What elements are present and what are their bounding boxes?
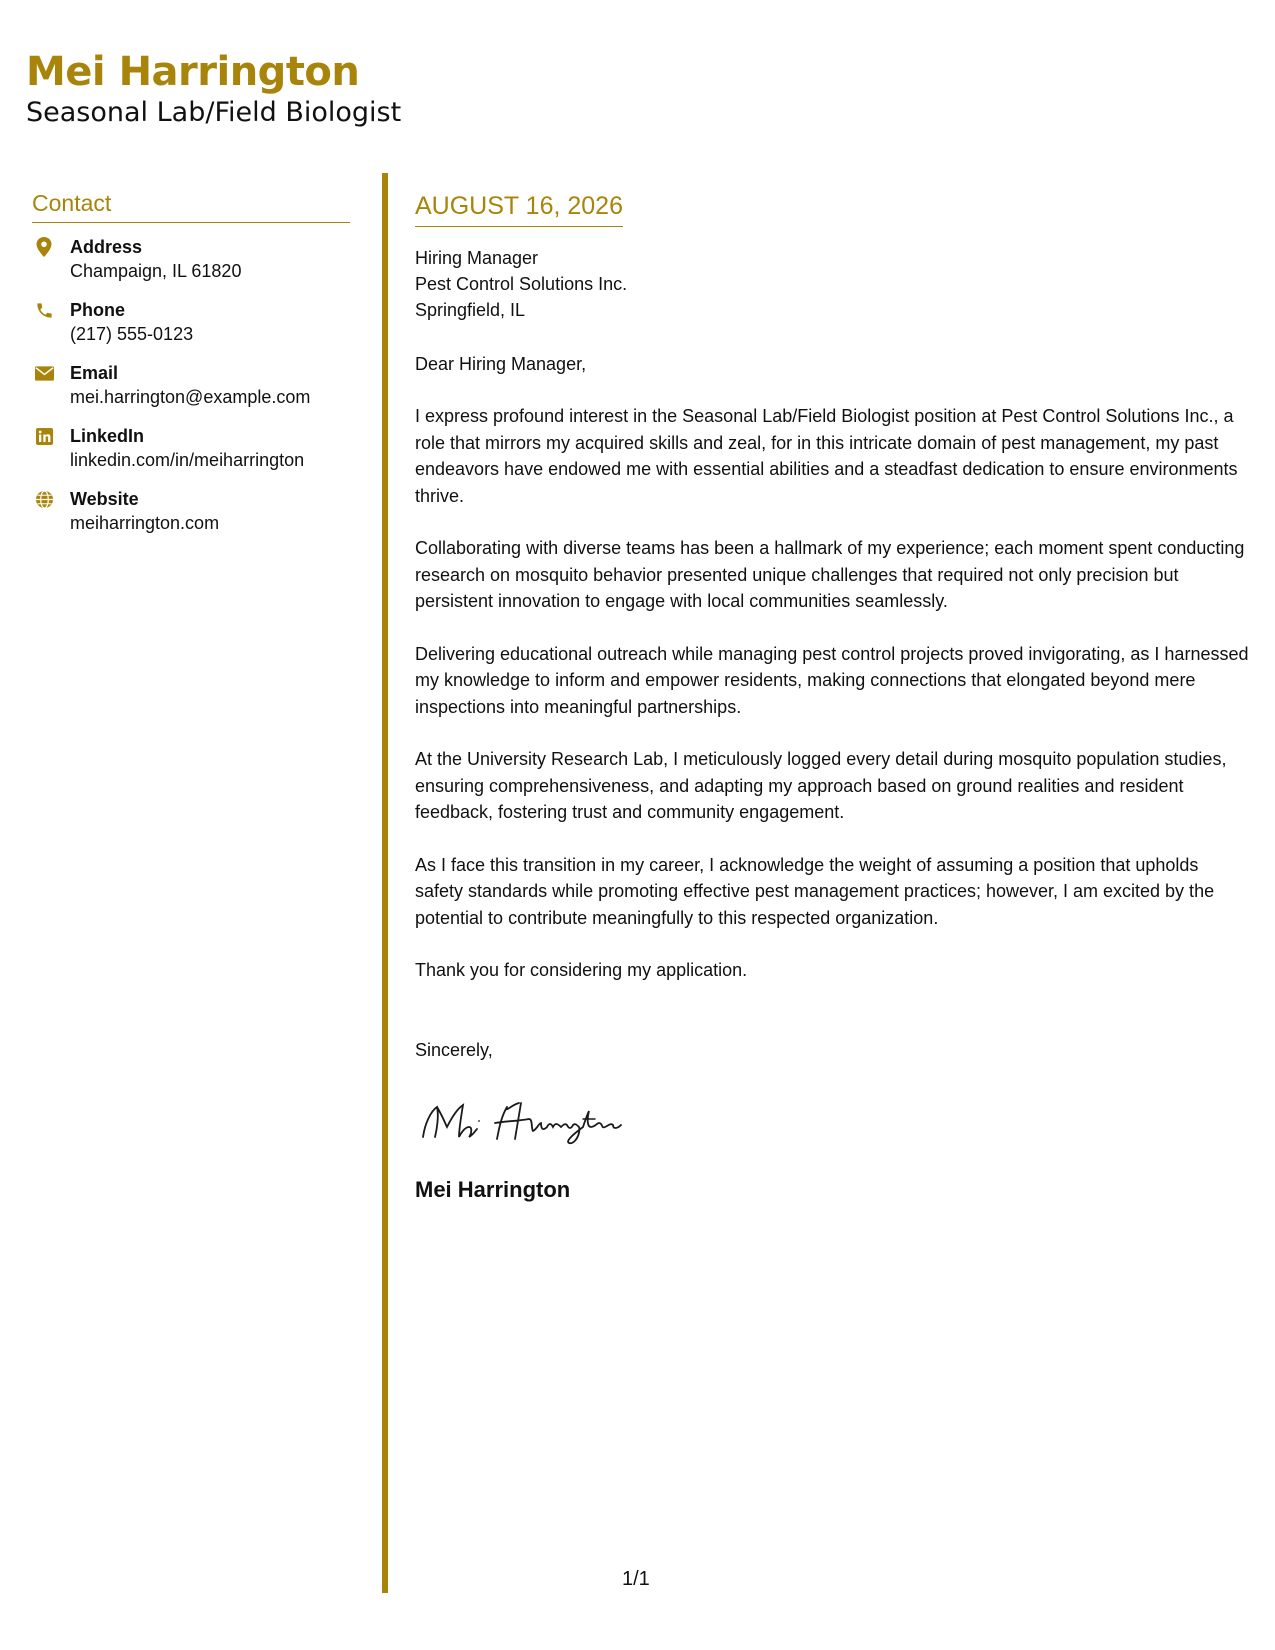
applicant-title: Seasonal Lab/Field Biologist — [26, 97, 402, 128]
contact-item-website — [32, 487, 350, 550]
contact-value: mei.harrington@example.com — [70, 387, 311, 407]
contact-sidebar — [32, 188, 350, 550]
recipient-line: Hiring Manager — [415, 248, 539, 268]
body-paragraph: I express profound interest in the Seasonal Lab/Field Biologist position at Pest Control Solutions Inc., a role that mirrors my acquired skills and zeal, for in this intricate domain of pest management, my past endeavors have endowed me with essential abilities and a steadfast dedication to ensure environments thrive. — [415, 406, 1238, 506]
vertical-divider — [382, 173, 388, 1593]
recipient-company: Pest Control Solutions Inc. — [415, 274, 628, 294]
contact-label: Email — [70, 363, 119, 383]
resume-header — [26, 48, 401, 130]
phone-icon — [34, 300, 54, 320]
map-pin-icon — [34, 237, 54, 257]
signer-name: Mei Harrington — [415, 1176, 571, 1202]
contact-item-address — [32, 235, 350, 298]
contact-item-linkedin — [32, 424, 350, 487]
handwritten-signature — [415, 1093, 695, 1151]
page-number: 1/1 — [622, 1568, 650, 1590]
linkedin-icon — [34, 426, 54, 446]
globe-icon — [34, 489, 54, 509]
body-paragraph: As I face this transition in my career, I acknowledge the weight of assuming a position that upholds safety standards while promoting effective pest management practices; however, I am excited by the potential to contribute meaningfully to this respected organization. — [415, 854, 1215, 928]
recipient-block — [415, 245, 1250, 323]
contact-value: (217) 555-0123 — [70, 324, 194, 344]
contact-heading: Contact — [32, 188, 350, 223]
body-paragraph: Collaborating with diverse teams has been a hallmark of my experience; each moment spent conducting research on mosquito behavior presented unique challenges that required not only precision but persistent innovation to engage with local communities seamlessly. — [415, 538, 1245, 611]
applicant-name: Mei Harrington — [26, 49, 360, 95]
contact-label: Website — [70, 489, 139, 509]
envelope-icon — [34, 363, 54, 383]
recipient-location: Springfield, IL — [415, 300, 526, 320]
letter-date: AUGUST 16, 2026 — [415, 190, 623, 227]
body-paragraph: At the University Research Lab, I meticulously logged every detail during mosquito population studies, ensuring comprehensiveness, and adapting my approach based on ground realities and resident feedback, fostering trust and community engagement. — [415, 749, 1227, 822]
letter-body — [415, 190, 1250, 1204]
salutation: Dear Hiring Manager, — [415, 354, 587, 374]
body-paragraph: Delivering educational outreach while managing pest control projects proved invigorating, as I harnessed my knowledge to inform and empower residents, making connections that elongated beyond mere inspections into meaningful partnerships. — [415, 643, 1249, 717]
contact-label: LinkedIn — [70, 426, 145, 446]
contact-label: Address — [70, 237, 143, 257]
contact-item-email — [32, 361, 350, 424]
contact-item-phone — [32, 298, 350, 361]
contact-value: linkedin.com/in/meiharrington — [70, 450, 305, 470]
closing: Sincerely, — [415, 1039, 493, 1060]
contact-list — [32, 235, 350, 550]
contact-value: meiharrington.com — [70, 513, 220, 533]
contact-value: Champaign, IL 61820 — [70, 261, 242, 281]
contact-label: Phone — [70, 300, 126, 320]
body-paragraph: Thank you for considering my application. — [415, 960, 748, 980]
